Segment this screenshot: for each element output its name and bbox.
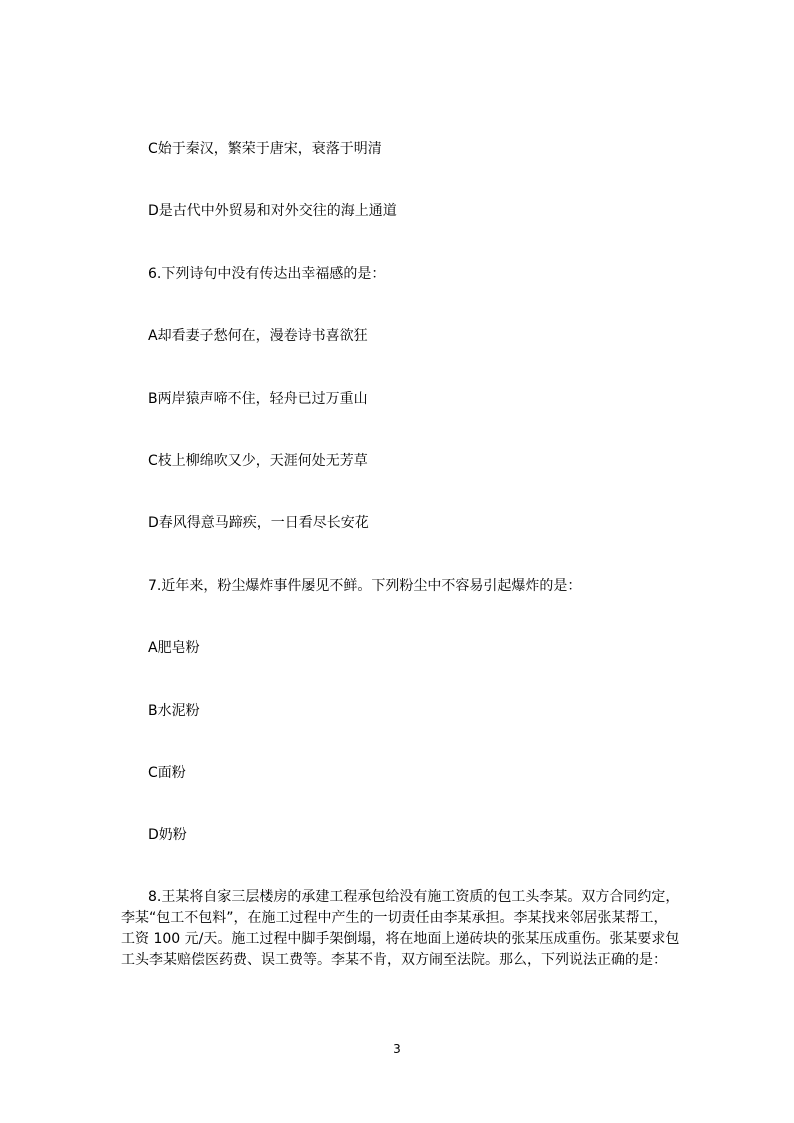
- question-8-line: 工头李某赔偿医药费、误工费等。李某不肯，双方闹至法院。那么，下列说法正确的是：: [121, 952, 667, 968]
- option-c-q5: C始于秦汉，繁荣于唐宋，衰落于明清: [148, 141, 382, 157]
- option-d-q5: D是古代中外贸易和对外交往的海上通道: [148, 203, 397, 219]
- question-8-line: 李某“包工不包料”，在施工过程中产生的一切责任由李某承担。李某找来邻居张某帮工，: [121, 910, 668, 926]
- option-d-q6: D春风得意马蹄疾，一日看尽长安花: [148, 515, 369, 531]
- option-b-q6: B两岸猿声啼不住，轻舟已过万重山: [148, 391, 368, 407]
- question-8: [121, 887, 680, 971]
- option-b-q7: B水泥粉: [148, 703, 200, 719]
- question-8-line: 8.王某将自家三层楼房的承建工程承包给没有施工资质的包工头李某。双方合同约定，: [148, 889, 680, 905]
- option-c-q7: C面粉: [148, 765, 186, 781]
- option-d-q7: D奶粉: [148, 827, 187, 843]
- option-a-q6: A却看妻子愁何在，漫卷诗书喜欲狂: [148, 328, 368, 344]
- question-8-line: 工资 100 元/天。施工过程中脚手架倒塌，将在地面上递砖块的张某压成重伤。张某要求包: [121, 931, 680, 947]
- question-7: 7.近年来，粉尘爆炸事件屡见不鲜。下列粉尘中不容易引起爆炸的是：: [148, 578, 582, 594]
- option-c-q6: C枝上柳绵吹又少，天涯何处无芳草: [148, 453, 368, 469]
- page-number: 3: [393, 1042, 401, 1056]
- option-a-q7: A肥皂粉: [148, 640, 200, 656]
- question-6: 6.下列诗句中没有传达出幸福感的是：: [148, 266, 386, 282]
